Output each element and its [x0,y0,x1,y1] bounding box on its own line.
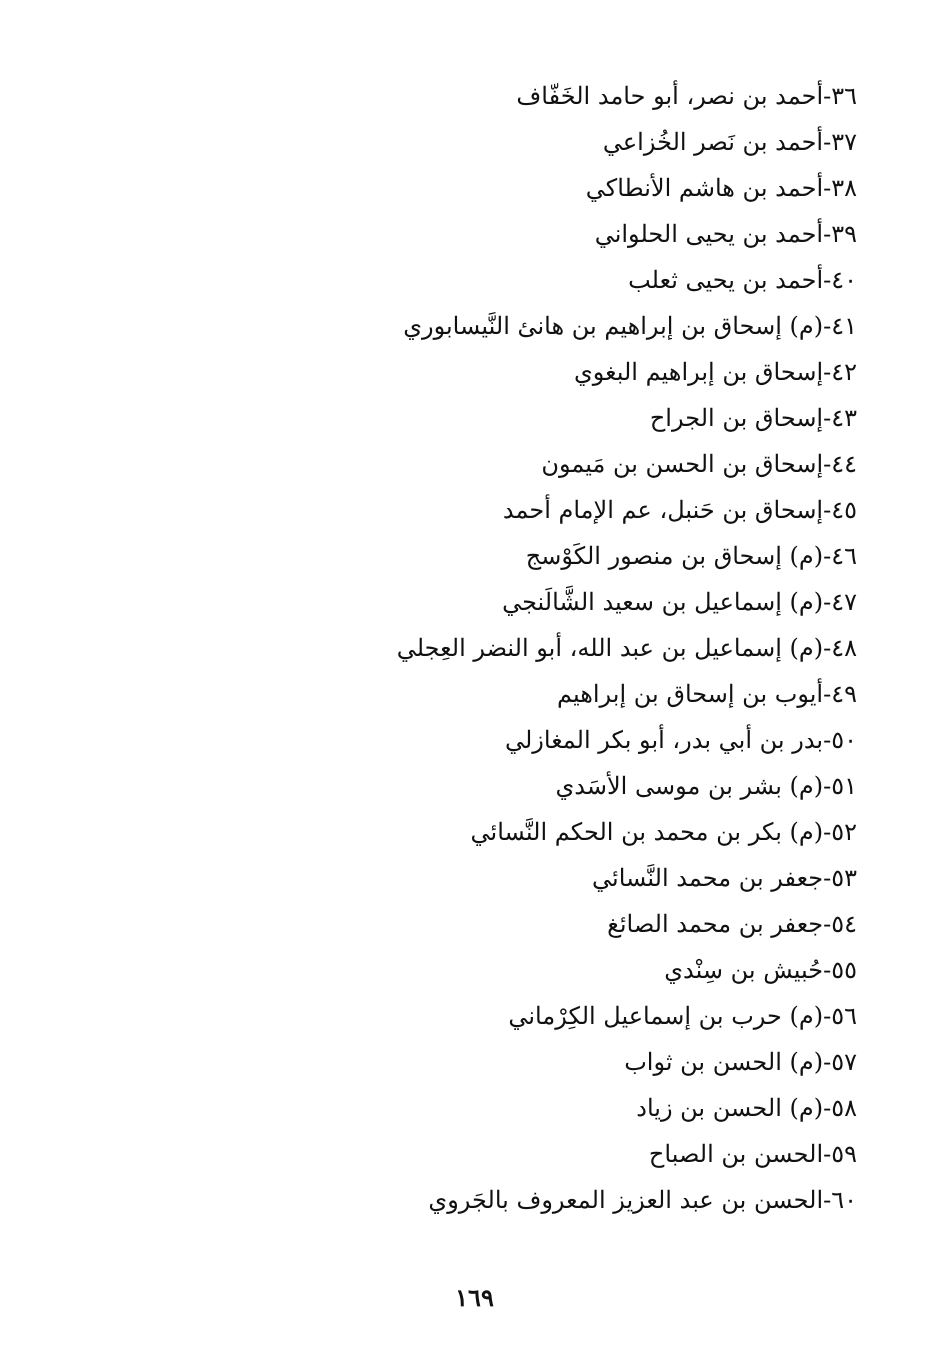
list-entry: ٤٠-أحمد بن يحيى ثعلب [628,266,857,294]
list-entry: ٥٨-(م) الحسن بن زياد [636,1094,857,1122]
narrators-list [257,73,857,1223]
list-entry: ٥٧-(م) الحسن بن ثواب [624,1048,857,1076]
list-entry: ٥٢-(م) بكر بن محمد بن الحكم النَّسائي [470,818,857,846]
list-entry: ٥٩-الحسن بن الصباح [648,1140,857,1168]
list-entry: ٤٥-إسحاق بن حَنبل، عم الإمام أحمد [502,496,857,524]
page-number: ١٦٩ [455,1283,494,1312]
list-entry: ٤٦-(م) إسحاق بن منصور الكَوْسج [525,542,857,570]
list-entry: ٤١-(م) إسحاق بن إبراهيم بن هانئ النَّيسابوري [403,312,857,340]
list-entry: ٥٤-جعفر بن محمد الصائغ [607,910,857,938]
list-entry: ٤٧-(م) إسماعيل بن سعيد الشَّالَنجي [502,588,857,616]
list-entry: ٣٧-أحمد بن نَصر الخُزاعي [602,128,857,156]
list-entry: ٥٥-حُبيش بن سِنْدي [664,956,857,984]
list-entry: ٤٩-أيوب بن إسحاق بن إبراهيم [557,680,857,708]
list-entry: ٤٤-إسحاق بن الحسن بن مَيمون [541,450,857,478]
list-entry: ٥١-(م) بشر بن موسى الأسَدي [555,772,857,800]
list-entry: ٥٣-جعفر بن محمد النَّسائي [592,864,857,892]
list-entry: ٣٩-أحمد بن يحيى الحلواني [594,220,857,248]
list-entry: ٥٠-بدر بن أبي بدر، أبو بكر المغازلي [504,726,857,754]
list-entry: ٦٠-الحسن بن عبد العزيز المعروف بالجَروي [428,1186,857,1214]
list-entry: ٥٦-(م) حرب بن إسماعيل الكِرْماني [508,1002,857,1030]
list-entry: ٤٣-إسحاق بن الجراح [649,404,857,432]
list-entry: ٣٨-أحمد بن هاشم الأنطاكي [585,174,857,202]
list-entry: ٣٦-أحمد بن نصر، أبو حامد الخَفّاف [516,82,857,110]
list-entry: ٤٨-(م) إسماعيل بن عبد الله، أبو النضر العِجلي [396,634,857,662]
list-entry: ٤٢-إسحاق بن إبراهيم البغوي [573,358,857,386]
